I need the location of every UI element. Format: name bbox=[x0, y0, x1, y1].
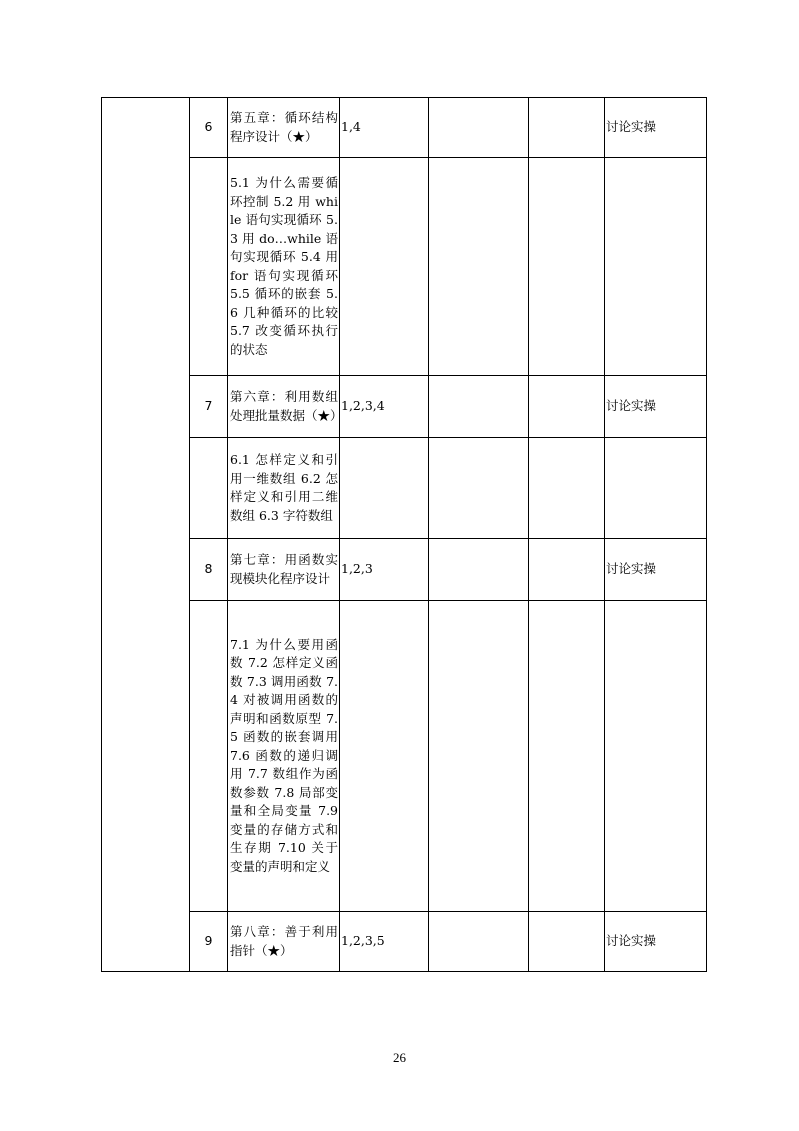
method-cell: 讨论实操 bbox=[605, 912, 707, 972]
row-number: 6 bbox=[190, 98, 228, 158]
table-row bbox=[102, 912, 707, 972]
empty-cell bbox=[529, 98, 605, 158]
goal-cell bbox=[340, 158, 429, 376]
method-cell bbox=[605, 438, 707, 539]
goal-cell bbox=[340, 601, 429, 912]
empty-cell bbox=[429, 601, 529, 912]
content-cell: 第八章：善于利用指针（★） bbox=[228, 912, 340, 972]
empty-cell bbox=[529, 539, 605, 601]
empty-cell bbox=[529, 912, 605, 972]
empty-cell bbox=[529, 158, 605, 376]
row-number bbox=[190, 158, 228, 376]
row-number: 7 bbox=[190, 376, 228, 438]
empty-cell bbox=[429, 98, 529, 158]
empty-cell bbox=[429, 376, 529, 438]
content-cell: 5.1 为什么需要循环控制 5.2 用 while 语句实现循环 5.3 用 do…while 语句实现循环 5.4 用 for 语句实现循环 5.5 循环的嵌套 5.6 几种循环的比较 5.7 改变循环执行的状态 bbox=[228, 158, 340, 376]
empty-cell bbox=[429, 539, 529, 601]
table-row bbox=[102, 158, 707, 376]
empty-cell bbox=[529, 376, 605, 438]
content-cell: 6.1 怎样定义和引用一维数组 6.2 怎样定义和引用二维数组 6.3 字符数组 bbox=[228, 438, 340, 539]
method-cell: 讨论实操 bbox=[605, 98, 707, 158]
row-number bbox=[190, 601, 228, 912]
empty-cell bbox=[529, 601, 605, 912]
goal-cell: 1,2,3,5 bbox=[340, 912, 429, 972]
goal-cell bbox=[340, 438, 429, 539]
content-cell: 第七章：用函数实现模块化程序设计 bbox=[228, 539, 340, 601]
empty-cell bbox=[429, 158, 529, 376]
row-number: 8 bbox=[190, 539, 228, 601]
table-row bbox=[102, 438, 707, 539]
content-cell: 7.1 为什么要用函数 7.2 怎样定义函数 7.3 调用函数 7.4 对被调用函数的声明和函数原型 7.5 函数的嵌套调用 7.6 函数的递归调用 7.7 数组作为函数参数 7.8 局部变量和全局变量 7.9 变量的存储方式和生存期 7.10 关于变量的声明和定义 bbox=[228, 601, 340, 912]
goal-cell: 1,2,3 bbox=[340, 539, 429, 601]
method-cell bbox=[605, 158, 707, 376]
row-number: 9 bbox=[190, 912, 228, 972]
empty-cell bbox=[429, 438, 529, 539]
goal-cell: 1,2,3,4 bbox=[340, 376, 429, 438]
table-row bbox=[102, 539, 707, 601]
course-schedule-table bbox=[101, 97, 707, 972]
empty-cell bbox=[529, 438, 605, 539]
row-number bbox=[190, 438, 228, 539]
table-row bbox=[102, 98, 707, 158]
content-cell: 第五章：循环结构程序设计（★） bbox=[228, 98, 340, 158]
method-cell: 讨论实操 bbox=[605, 539, 707, 601]
table-row bbox=[102, 601, 707, 912]
method-cell bbox=[605, 601, 707, 912]
method-cell: 讨论实操 bbox=[605, 376, 707, 438]
goal-cell: 1,4 bbox=[340, 98, 429, 158]
merged-blank-cell bbox=[102, 98, 190, 972]
page-number: 26 bbox=[393, 1050, 406, 1065]
empty-cell bbox=[429, 912, 529, 972]
content-cell: 第六章：利用数组处理批量数据（★） bbox=[228, 376, 340, 438]
table-row bbox=[102, 376, 707, 438]
